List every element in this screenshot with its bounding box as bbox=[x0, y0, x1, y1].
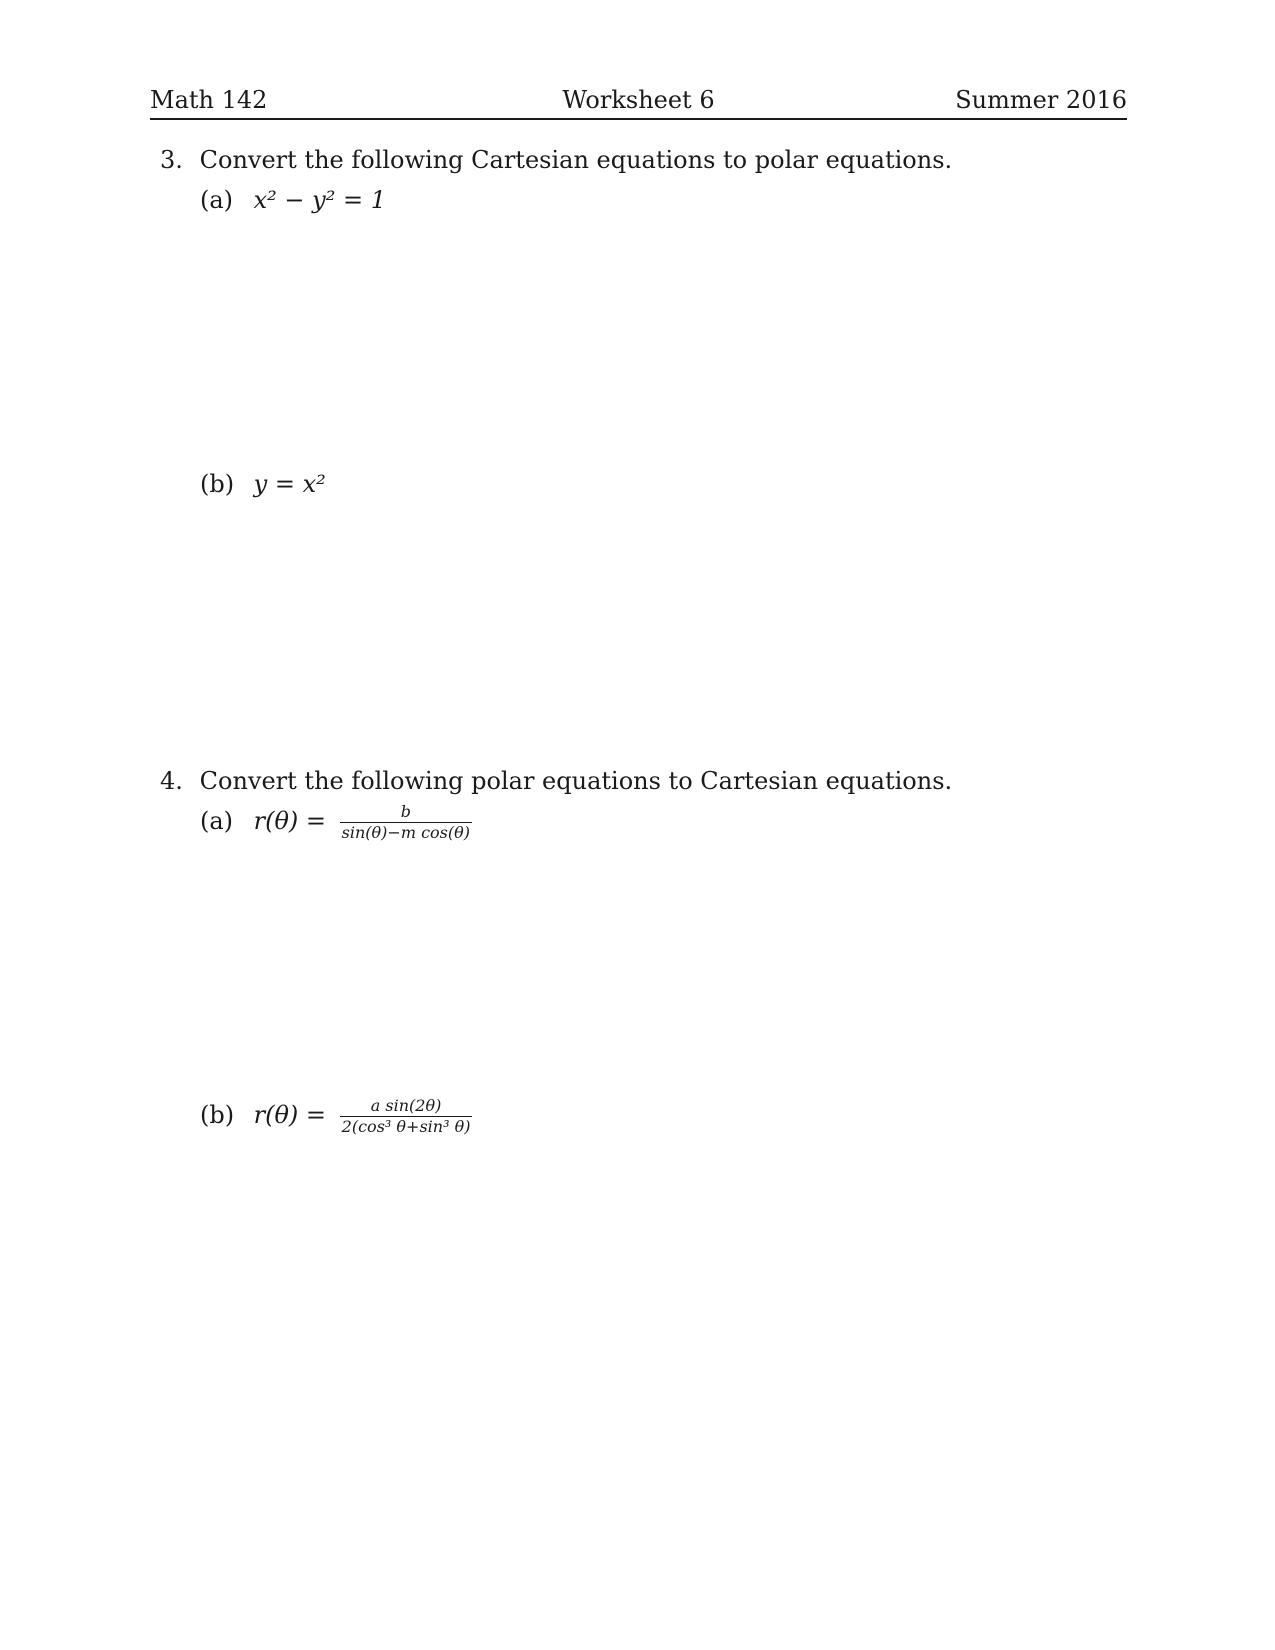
part-label: (b) bbox=[200, 1101, 235, 1129]
fraction-denominator: 2(cos³ θ+sin³ θ) bbox=[341, 1117, 471, 1136]
course-name: Math 142 bbox=[150, 86, 268, 114]
problem-3-part-b bbox=[200, 470, 326, 498]
problem-3-part-a bbox=[200, 186, 386, 214]
problem-3 bbox=[160, 146, 952, 174]
problem-4-part-a bbox=[200, 803, 472, 842]
term-label: Summer 2016 bbox=[955, 86, 1127, 114]
fraction-numerator: b bbox=[340, 803, 472, 823]
problem-number: 3. bbox=[160, 146, 183, 174]
part-label: (a) bbox=[200, 807, 234, 835]
problem-prompt: Convert the following polar equations to Cartesian equations. bbox=[199, 767, 953, 795]
fraction bbox=[340, 803, 472, 842]
worksheet-title: Worksheet 6 bbox=[562, 86, 715, 114]
equation-lhs: r(θ) = bbox=[253, 1101, 327, 1129]
equation-lhs: r(θ) = bbox=[253, 807, 327, 835]
fraction-numerator: a sin(2θ) bbox=[340, 1097, 473, 1117]
problem-4 bbox=[160, 767, 952, 795]
fraction-denominator: sin(θ)−m cos(θ) bbox=[341, 823, 471, 842]
part-label: (a) bbox=[200, 186, 234, 214]
part-label: (b) bbox=[200, 470, 235, 498]
fraction bbox=[340, 1097, 473, 1136]
problem-number: 4. bbox=[160, 767, 183, 795]
equation: y = x² bbox=[253, 470, 326, 498]
problem-prompt: Convert the following Cartesian equations to polar equations. bbox=[199, 146, 953, 174]
page-header bbox=[150, 86, 1127, 120]
problem-4-part-b bbox=[200, 1097, 472, 1136]
equation: x² − y² = 1 bbox=[253, 186, 386, 214]
